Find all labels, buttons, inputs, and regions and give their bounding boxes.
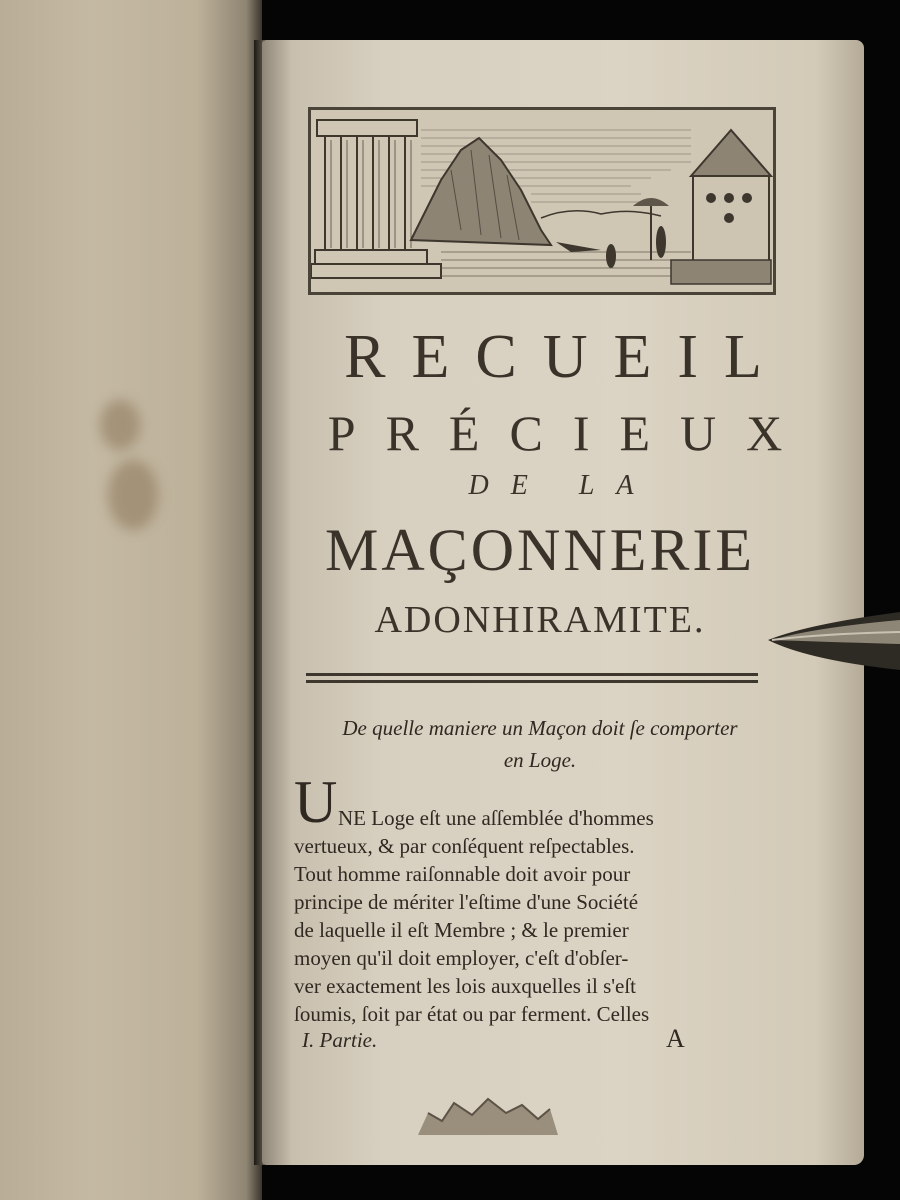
title-line-2: PRÉCIEUX — [327, 405, 813, 461]
part-label: I. Partie. — [302, 1028, 378, 1052]
drop-cap: U — [294, 769, 338, 835]
chapter-heading-line-1: De quelle maniere un Maçon doit ſe comporter — [342, 716, 738, 740]
body-line: principe de mériter l'eſtime d'une Société — [294, 890, 639, 914]
title-line-1: RECUEIL — [344, 323, 788, 391]
chapter-heading-line-2: en Loge. — [503, 748, 577, 772]
body-line: ver exactement les lois auxquelles il s'eſt — [294, 974, 637, 998]
body-line: vertueux, & par conſéquent reſpectables. — [294, 834, 635, 858]
body-line: moyen qu'il doit employer, c'eſt d'obſer- — [294, 946, 629, 970]
body-line: NE Loge eſt une aſſemblée d'hommes — [338, 806, 654, 830]
body-line: ſoumis, ſoit par état ou par ferment. Celles — [294, 1002, 650, 1026]
page-tear — [418, 1095, 558, 1135]
title-line-4: MAÇONNERIE — [325, 517, 755, 583]
double-rule — [306, 673, 758, 683]
stain — [100, 400, 140, 450]
stain — [108, 460, 158, 530]
signature-mark: A — [666, 1024, 685, 1053]
pointer-blade — [768, 604, 900, 678]
body-line: de laquelle il eſt Membre ; & le premier — [294, 918, 629, 942]
title-line-3: DE LA — [468, 470, 656, 501]
woodcut-vignette — [308, 107, 776, 295]
body-line: Tout homme raiſonnable doit avoir pour — [294, 862, 631, 886]
facing-page — [0, 0, 262, 1200]
title-line-5: ADONHIRAMITE. — [374, 599, 706, 641]
